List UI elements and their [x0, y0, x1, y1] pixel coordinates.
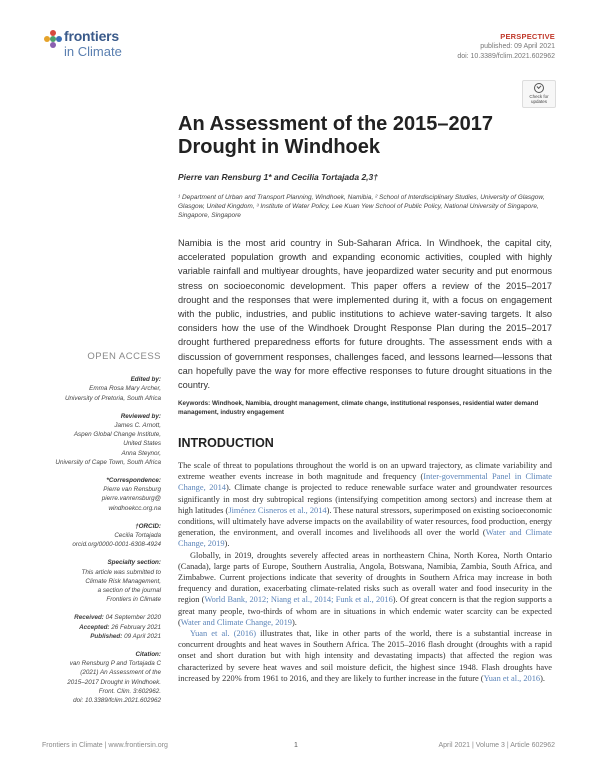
- orcid-link[interactable]: orcid.org/0000-0001-6308-4924: [72, 541, 161, 549]
- citation-heading: Citation:: [135, 651, 161, 659]
- correspondence-heading: *Correspondence:: [106, 477, 161, 485]
- editor-affiliation: University of Pretoria, South Africa: [64, 394, 161, 402]
- editor-name: Emma Rosa Mary Archer,: [89, 385, 161, 393]
- published-date-sidebar: Published: 09 April 2021: [90, 632, 161, 640]
- received-date: Received: 04 September 2020: [74, 614, 161, 622]
- reviewer-line: James C. Arnott,: [114, 422, 161, 430]
- reviewer-line: Anna Steynor,: [121, 449, 161, 457]
- edited-by-heading: Edited by:: [130, 376, 161, 384]
- citation-link[interactable]: Water and Climate Change, 2019: [178, 528, 552, 549]
- citation-line: (2021) An Assessment of the: [80, 669, 161, 677]
- correspondence-email[interactable]: windhoekcc.org.na: [108, 504, 161, 512]
- keywords: Keywords: Windhoek, Namibia, drought management, climate change, institutional responses, residential water demand management, industry engagement: [178, 400, 539, 416]
- article-doi[interactable]: doi: 10.3389/fclim.2021.602962: [457, 53, 555, 60]
- citation-link[interactable]: Jiménez Cisneros et al., 2014: [228, 505, 327, 515]
- frontiers-logo-icon: [44, 30, 62, 48]
- correspondence-email[interactable]: pierre.vanrensburg@: [101, 495, 161, 503]
- page-number: 1: [294, 742, 298, 749]
- orcid-name: Cecilia Tortajada: [114, 532, 161, 540]
- reviewer-line: United States: [123, 440, 161, 448]
- specialty-line: Climate Risk Management,: [85, 577, 161, 585]
- paragraph-2: Globally, in 2019, droughts severely affected areas in northeastern China, North Korea, North Ontario (Canada), large parts of Europe, Southern Australia, Angola, Botswana, Namibia, Zambia, South Africa, and Zimbabwe. Current projections indicate that severity of droughts in Southern Africa may increase in both frequency and duration, exacerbating climate-related risks such as overall water and food insecurity in the region (World Bank, 2012; Niang et al., 2014; Funk et al., 2016). Of great concern is that the region supports a great many people, two-thirds of whom are in situations in which endemic water scarcity can be expected (Water and Climate Change, 2019).: [178, 550, 552, 627]
- specialty-heading: Specialty section:: [107, 559, 161, 567]
- article-sidebar: [42, 352, 161, 705]
- affiliations: ¹ Department of Urban and Transport Planning, Windhoek, Namibia, ² School of Interdisciplinary Studies, University of Glasgow, Glasgow, United Kingdom, ³ Institute of Water Policy, Lee Kuan Yew School of Public Policy, National University of Singapore, Singapore, Singapore: [178, 194, 545, 219]
- abstract: Namibia is the most arid country in Sub-Saharan Africa. In Windhoek, the capital city, accelerated population growth and expanding economic activities, coupled with highly variable rainfall and multiyear droughts, have jeopardized water security and put enormous stress on socioeconomic development. This paper offers a review of the 2015–2017 drought and the responses that were implemented during it, with a focus on engagement with the public, industries, and public institutions to achieve water-saving targets. It also considers how the use of the Windhoek Drought Response Plan during the 2015–2017 drought furthered preparedness efforts for future droughts. The assessment ends with a discussion of government responses, challenges faced, and lessons learned—lessons that can hopefully pave the way for more effective responses to future drought situations in the country.: [178, 238, 552, 391]
- published-date: published: 09 April 2021: [480, 43, 555, 50]
- paragraph-1: The scale of threat to populations throughout the world is on an upward trajectory, as climate variability and extreme weather events increase in both magnitude and frequency (Inter-governmental Panel in Climate Change, 2014). Climate change is projected to reduce renewable surface water and groundwater resources significantly in most dry subtropical regions (intensifying competition among sectors) and increase them at high latitudes (Jiménez Cisneros et al., 2014). These natural stressors, superimposed on existing socioeconomic conditions, will ultimately have adverse impacts on the availability of water resources, food production, energy generation, the environment, and overall incomes and livelihoods all over the world (Water and Climate Change, 2019).: [178, 461, 552, 549]
- article-meta: [457, 32, 555, 62]
- citation-line: van Rensburg P and Tortajada C: [69, 660, 161, 668]
- open-access-label: OPEN ACCESS: [87, 351, 161, 362]
- logo-text-journal: in Climate: [64, 44, 122, 59]
- check-for-updates-badge[interactable]: [522, 80, 556, 108]
- paragraph-3: Yuan et al. (2016) illustrates that, like in other parts of the world, there is a substantial increase in concurrent droughts and heat waves in Southern Africa. The 2015–2016 flash drought (droughts with a rapid onset and short duration but with high intensity and devastating impacts) that affected the region was characterized by severe heat waves and soil moisture deficit, the highest since 1948. Flash droughts have increased by 220% from 1961 to 2016, and they are likely to further increase in the future (Yuan et al., 2016).: [178, 629, 552, 683]
- author-list: Pierre van Rensburg 1* and Cecilia Tortajada 2,3†: [178, 172, 378, 182]
- specialty-line: a section of the journal: [97, 587, 161, 595]
- citation-line: 2015–2017 Drought in Windhoek.: [67, 678, 161, 686]
- specialty-line: Frontiers in Climate: [106, 596, 161, 604]
- orcid-heading: †ORCID:: [135, 522, 161, 530]
- journal-logo[interactable]: [44, 28, 164, 66]
- section-heading-introduction: INTRODUCTION: [178, 436, 274, 450]
- badge-line-2: updates: [530, 99, 547, 104]
- citation-link[interactable]: Yuan et al., 2016: [483, 673, 541, 683]
- logo-text-frontiers: frontiers: [64, 28, 119, 44]
- footer-volume-info: April 2021 | Volume 3 | Article 602962: [438, 742, 555, 749]
- check-icon: [534, 83, 544, 93]
- article-type: PERSPECTIVE: [500, 32, 555, 41]
- badge-line-1: Check for: [529, 94, 549, 99]
- reviewed-by-heading: Reviewed by:: [120, 412, 161, 420]
- citation-link[interactable]: Inter-governmental Panel in Climate Change, 2014: [178, 472, 552, 493]
- reviewer-line: Aspen Global Change Institute,: [73, 431, 161, 439]
- reviewer-line: University of Cape Town, South Africa: [55, 458, 161, 466]
- citation-line: Front. Clim. 3:602962.: [98, 687, 161, 695]
- specialty-line: This article was submitted to: [81, 568, 161, 576]
- citation-link[interactable]: World Bank, 2012; Niang et al., 2014; Funk et al., 2016: [204, 595, 393, 605]
- citation-link[interactable]: Water and Climate Change, 2019: [180, 617, 292, 627]
- accepted-date: Accepted: 26 February 2021: [79, 623, 161, 631]
- body-text: [178, 460, 552, 684]
- citation-link[interactable]: Yuan et al. (2016): [190, 629, 257, 639]
- footer-journal-link[interactable]: Frontiers in Climate | www.frontiersin.org: [42, 742, 168, 749]
- citation-doi[interactable]: doi: 10.3389/fclim.2021.602962: [73, 697, 161, 705]
- correspondence-name: Pierre van Rensburg: [103, 486, 161, 494]
- article-title: An Assessment of the 2015–2017 Drought in Windhoek: [178, 113, 493, 158]
